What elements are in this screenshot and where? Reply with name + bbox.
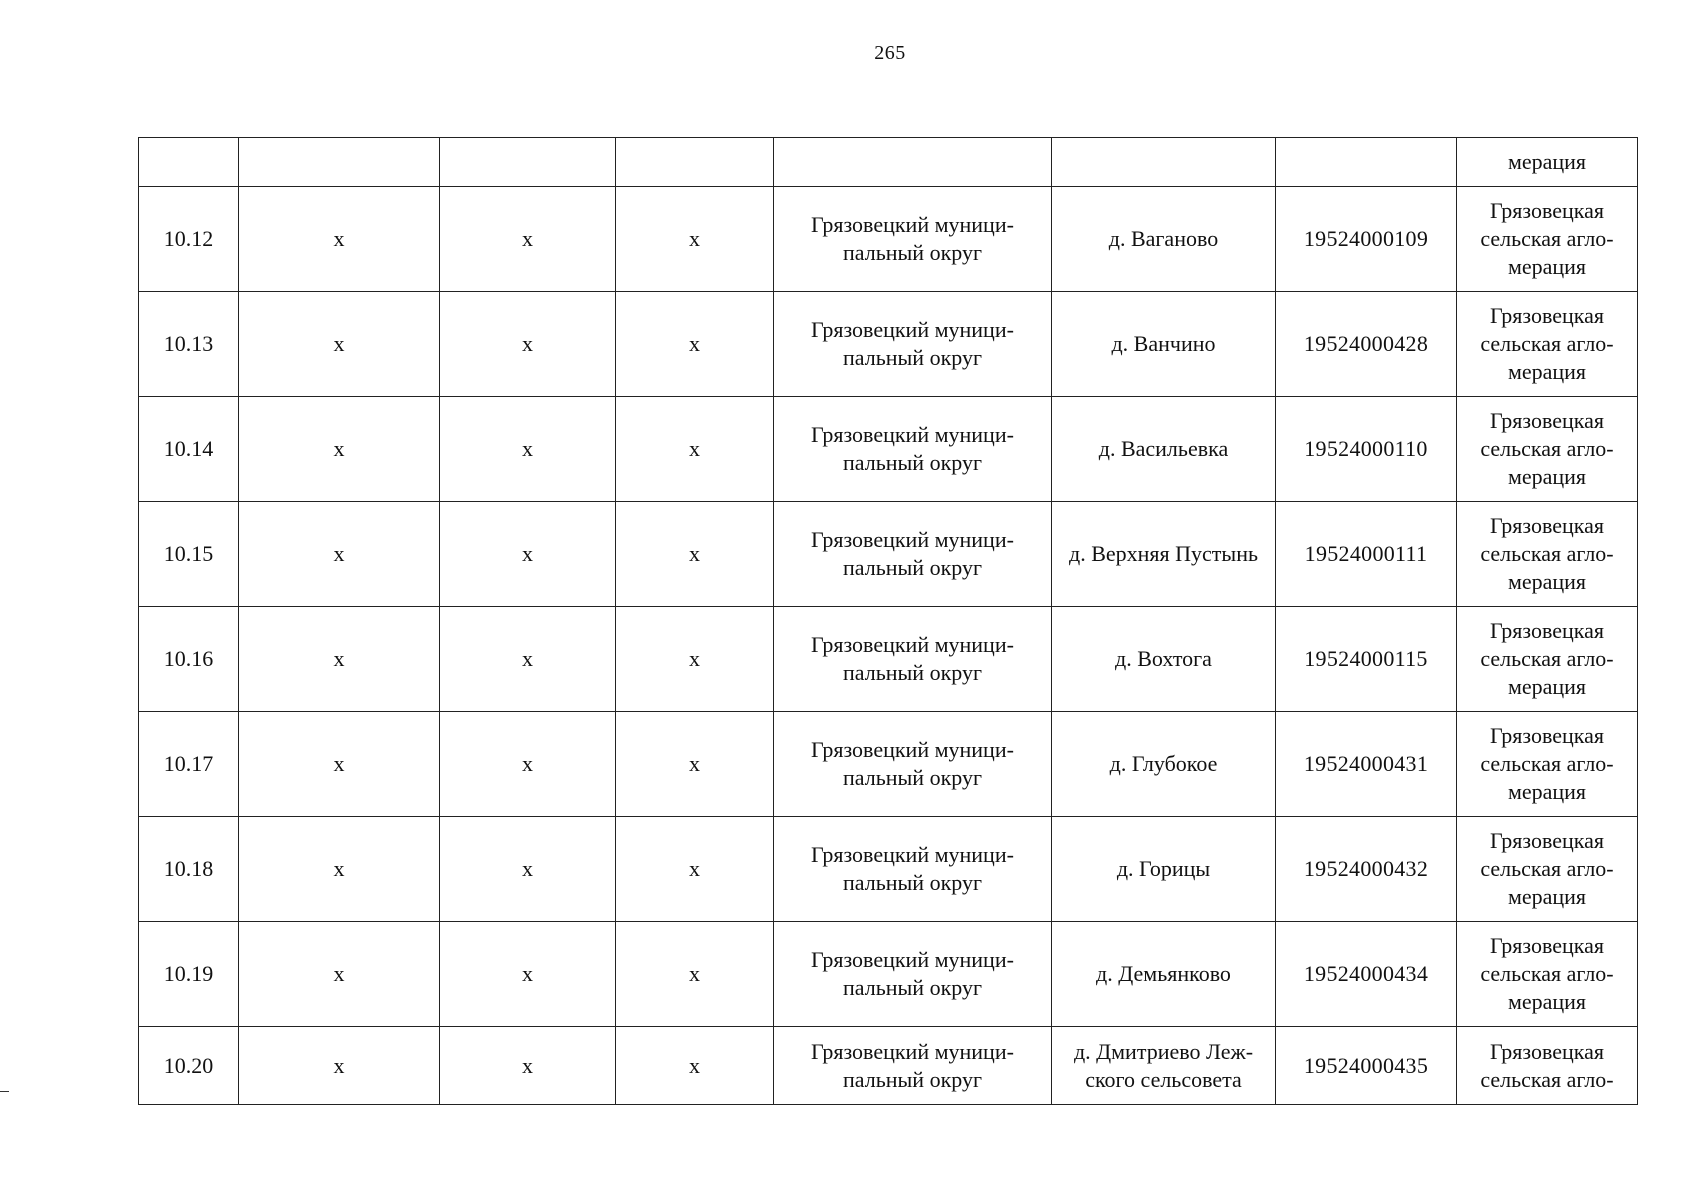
page-number: 265 [874,42,906,64]
row-number-cell: 10.18 [139,817,239,922]
x-mark-cell: х [440,187,616,292]
oktmo-code-cell: 19524000432 [1276,817,1457,922]
agglomeration-line-1: Грязовецкая [1489,618,1605,643]
district-line-2: пальный округ [843,975,982,1000]
agglomeration-cell [1457,187,1638,292]
agglomeration-line-1: Грязовецкая [1489,723,1605,748]
district-cell [774,712,1052,817]
agglomeration-cell [1457,1027,1638,1105]
agglomeration-line-2: сельская агло- [1480,541,1614,566]
agglomeration-line-1: Грязовецкая [1489,513,1605,538]
agglomeration-line-1: Грязовецкая [1489,828,1605,853]
row-number-cell: 10.15 [139,502,239,607]
district-line-2: пальный округ [843,345,982,370]
x-mark-cell: х [239,712,440,817]
district-line-2: пальный округ [843,870,982,895]
settlements-table [138,137,1638,1105]
district-cell [774,1027,1052,1105]
district-line-1: Грязовецкий муници- [811,842,1014,867]
agglomeration-line-1: Грязовецкая [1489,933,1605,958]
row-number-cell: 10.19 [139,922,239,1027]
agglomeration-cell [1457,607,1638,712]
x-mark-cell: х [616,1027,774,1105]
locality-line-1: д. Верхняя Пустынь [1069,541,1258,566]
oktmo-code-cell: 19524000109 [1276,187,1457,292]
locality-line-1: д. Горицы [1116,856,1211,881]
district-cell [774,817,1052,922]
table-row [139,817,1638,922]
district-cell [774,187,1052,292]
locality-cell [1052,502,1276,607]
agglomeration-cell [1457,922,1638,1027]
oktmo-code-cell: 19524000434 [1276,922,1457,1027]
cell-empty [1276,138,1457,187]
x-mark-cell: х [440,1027,616,1105]
oktmo-code-cell: 19524000111 [1276,502,1457,607]
x-mark-cell: х [616,607,774,712]
agglomeration-line-2: сельская агло- [1480,226,1614,251]
district-line-1: Грязовецкий муници- [811,737,1014,762]
table-row [139,292,1638,397]
agglomeration-line-3: мерация [1507,779,1587,804]
table-row [139,502,1638,607]
x-mark-cell: х [239,397,440,502]
oktmo-code-cell: 19524000115 [1276,607,1457,712]
district-line-1: Грязовецкий муници- [811,1038,1014,1064]
x-mark-cell: х [239,922,440,1027]
row-number-cell: 10.13 [139,292,239,397]
district-cell [774,922,1052,1027]
locality-cell [1052,187,1276,292]
agglomeration-line-3: мерация [1507,359,1587,384]
x-mark-cell: х [239,607,440,712]
cell-empty [616,138,774,187]
x-mark-cell: х [239,292,440,397]
locality-cell [1052,922,1276,1027]
locality-cell [1052,397,1276,502]
table-row [139,607,1638,712]
locality-cell [1052,817,1276,922]
oktmo-code-cell: 19524000428 [1276,292,1457,397]
scan-edge-mark [0,1091,9,1092]
x-mark-cell: х [440,607,616,712]
district-cell [774,502,1052,607]
agglomeration-line-2: сельская агло- [1480,1066,1614,1092]
row-number-cell: 10.20 [139,1027,239,1105]
agglomeration-line-1: Грязовецкая [1489,408,1605,433]
oktmo-code-cell: 19524000110 [1276,397,1457,502]
agglomeration-cell [1457,502,1638,607]
cell-empty [774,138,1052,187]
agglomeration-cell-tail: мерация [1457,138,1638,187]
agglomeration-line-1: Грязовецкая [1489,198,1605,223]
agglomeration-cell [1457,817,1638,922]
row-number-cell: 10.12 [139,187,239,292]
district-line-2: пальный округ [843,240,982,265]
agglomeration-line-2: сельская агло- [1480,751,1614,776]
agglomeration-cell [1457,397,1638,502]
x-mark-cell: х [616,502,774,607]
agglomeration-line-3: мерация [1507,674,1587,699]
locality-cell [1052,712,1276,817]
cell-empty [1052,138,1276,187]
district-line-1: Грязовецкий муници- [811,947,1014,972]
locality-line-1: д. Глубокое [1109,751,1218,776]
agglomeration-line-3: мерация [1507,464,1587,489]
row-number-cell: 10.17 [139,712,239,817]
table-row [139,1027,1638,1105]
locality-line-1: д. Демьянково [1096,961,1231,986]
locality-cell [1052,1027,1276,1105]
x-mark-cell: х [239,187,440,292]
district-line-2: пальный округ [843,555,982,580]
cell-empty [440,138,616,187]
locality-line-1: д. Ванчино [1111,331,1216,356]
locality-line-1: д. Ваганово [1108,226,1219,251]
agglomeration-line-3: мерация [1507,254,1587,279]
table-row [139,397,1638,502]
agglomeration-line-2: сельская агло- [1480,436,1614,461]
x-mark-cell: х [616,187,774,292]
x-mark-cell: х [616,397,774,502]
locality-cell [1052,607,1276,712]
agglomeration-line-2: сельская агло- [1480,646,1614,671]
x-mark-cell: х [440,502,616,607]
cell-empty [239,138,440,187]
x-mark-cell: х [239,817,440,922]
cell-empty [139,138,239,187]
x-mark-cell: х [616,292,774,397]
table-row [139,712,1638,817]
district-line-1: Грязовецкий муници- [811,632,1014,657]
agglomeration-line-2: сельская агло- [1480,331,1614,356]
agglomeration-line-3: мерация [1507,569,1587,594]
continuation-row [139,138,1638,187]
oktmo-code-cell: 19524000435 [1276,1027,1457,1105]
district-line-2: пальный округ [843,1066,982,1092]
agglomeration-line-3: мерация [1507,989,1587,1014]
district-line-1: Грязовецкий муници- [811,527,1014,552]
district-line-2: пальный округ [843,450,982,475]
district-cell [774,292,1052,397]
row-number-cell: 10.16 [139,607,239,712]
agglomeration-cell [1457,292,1638,397]
x-mark-cell: х [440,397,616,502]
x-mark-cell: х [239,502,440,607]
locality-line-2: ского сельсовета [1085,1066,1242,1092]
agglomeration-cell [1457,712,1638,817]
x-mark-cell: х [616,712,774,817]
locality-cell [1052,292,1276,397]
x-mark-cell: х [440,817,616,922]
locality-line-1: д. Вохтога [1115,646,1212,671]
locality-line-1: д. Васильевка [1098,436,1229,461]
district-line-1: Грязовецкий муници- [811,317,1014,342]
district-line-1: Грязовецкий муници- [811,422,1014,447]
locality-line-1: д. Дмитриево Леж- [1073,1038,1254,1064]
x-mark-cell: х [239,1027,440,1105]
agglomeration-line-1: Грязовецкая [1489,303,1605,328]
agglomeration-line-2: сельская агло- [1480,856,1614,881]
x-mark-cell: х [616,817,774,922]
x-mark-cell: х [440,292,616,397]
district-line-1: Грязовецкий муници- [811,212,1014,237]
agglomeration-line-2: сельская агло- [1480,961,1614,986]
table-body [139,138,1638,1105]
district-line-2: пальный округ [843,765,982,790]
district-line-2: пальный округ [843,660,982,685]
district-cell [774,397,1052,502]
table-row [139,922,1638,1027]
district-cell [774,607,1052,712]
oktmo-code-cell: 19524000431 [1276,712,1457,817]
agglomeration-line-1: Грязовецкая [1489,1038,1605,1064]
x-mark-cell: х [616,922,774,1027]
x-mark-cell: х [440,712,616,817]
table-row [139,187,1638,292]
x-mark-cell: х [440,922,616,1027]
agglomeration-line-3: мерация [1507,884,1587,909]
row-number-cell: 10.14 [139,397,239,502]
